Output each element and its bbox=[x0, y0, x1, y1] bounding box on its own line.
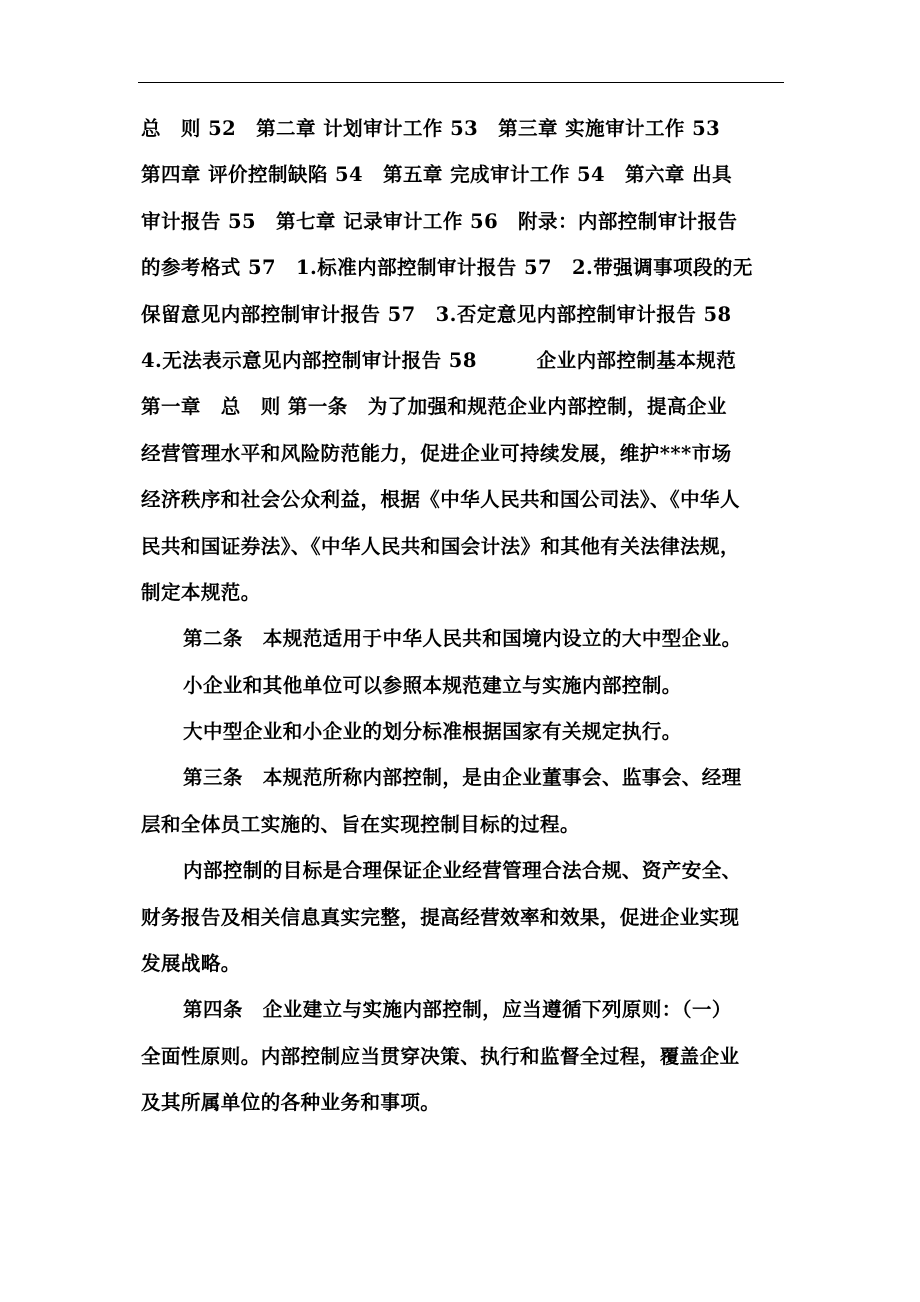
text-line: 经济秩序和社会公众利益，根据《中华人民共和国公司法》、《中华人 bbox=[141, 488, 740, 512]
text-line: 财务报告及相关信息真实完整，提高经营效率和效果，促进企业实现 bbox=[141, 905, 740, 929]
text-line: 全面性原则。内部控制应当贯穿决策、执行和监督全过程，覆盖企业 bbox=[141, 1044, 740, 1068]
text-line: 第一章 总 则 第一条 为了加强和规范企业内部控制，提高企业 bbox=[141, 395, 727, 419]
text-line: 制定本规范。 bbox=[141, 580, 261, 604]
text-line: 民共和国证券法》、《中华人民共和国会计法》和其他有关法律法规， bbox=[141, 534, 740, 558]
text-line: 第四条 企业建立与实施内部控制，应当遵循下列原则：（一） bbox=[183, 998, 732, 1022]
text-line: 及其所属单位的各种业务和事项。 bbox=[141, 1091, 441, 1115]
header-rule bbox=[138, 82, 784, 83]
text-line: 保留意见内部控制审计报告 57 3.否定意见内部控制审计报告 58 bbox=[141, 302, 732, 326]
text-line: 内部控制的目标是合理保证企业经营管理合法合规、资产安全、 bbox=[183, 859, 742, 883]
text-line: 第四章 评价控制缺陷 54 第五章 完成审计工作 54 第六章 出具 bbox=[141, 163, 733, 187]
text-line: 发展战略。 bbox=[141, 952, 241, 976]
text-line: 4.无法表示意见内部控制审计报告 58 企业内部控制基本规范 bbox=[141, 348, 737, 372]
text-line: 小企业和其他单位可以参照本规范建立与实施内部控制。 bbox=[183, 673, 682, 697]
text-line: 第三条 本规范所称内部控制，是由企业董事会、监事会、经理 bbox=[183, 766, 742, 790]
text-line: 总 则 52 第二章 计划审计工作 53 第三章 实施审计工作 53 bbox=[141, 117, 721, 140]
text-line: 第二条 本规范适用于中华人民共和国境内设立的大中型企业。 bbox=[183, 627, 742, 651]
text-line: 层和全体员工实施的、旨在实现控制目标的过程。 bbox=[141, 812, 580, 836]
text-line: 的参考格式 57 1.标准内部控制审计报告 57 2.带强调事项段的无 bbox=[141, 256, 753, 280]
text-line: 经营管理水平和风险防范能力，促进企业可持续发展，维护***市场 bbox=[141, 441, 732, 465]
text-line: 大中型企业和小企业的划分标准根据国家有关规定执行。 bbox=[183, 720, 682, 744]
document-body bbox=[141, 116, 789, 1137]
text-line: 审计报告 55 第七章 记录审计工作 56 附录：内部控制审计报告 bbox=[141, 209, 738, 233]
